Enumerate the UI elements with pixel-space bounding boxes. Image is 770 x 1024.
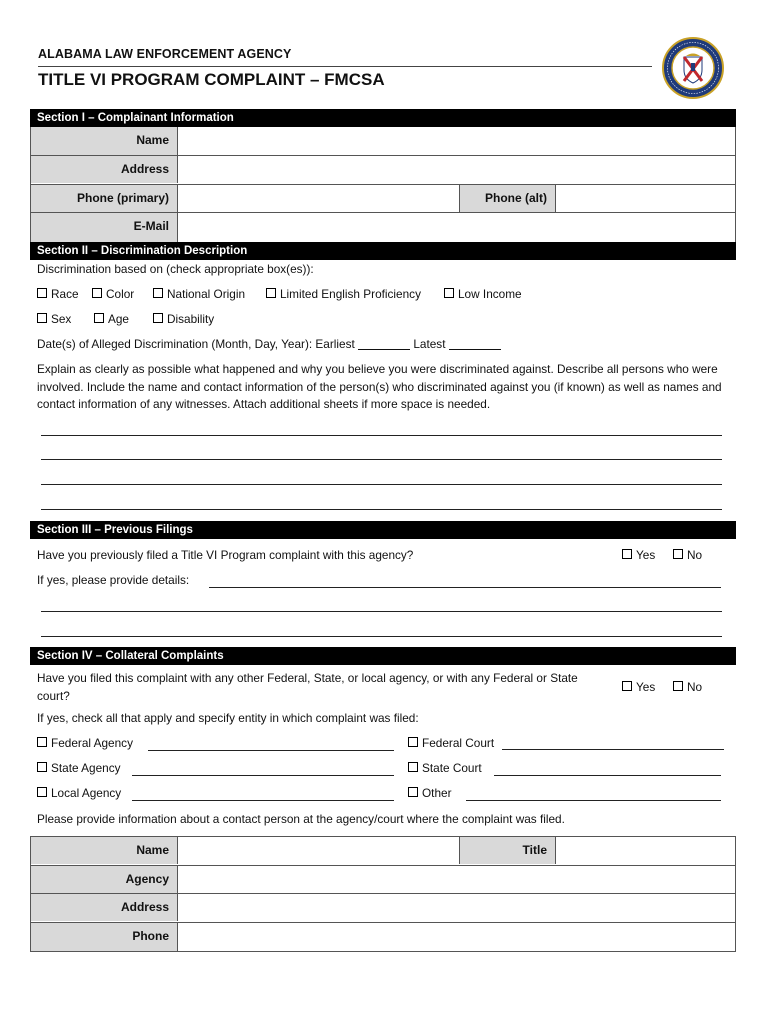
disability-label: Disability	[167, 312, 215, 326]
phone-alt-label: Phone (alt)	[459, 185, 556, 212]
contact-address-row	[31, 893, 735, 921]
national-origin-checkbox[interactable]	[153, 288, 163, 298]
contact-person-prompt: Please provide information about a contact person at the agency/court where the complaint was filed.	[37, 812, 565, 826]
dates-latest-label: Latest	[413, 337, 446, 351]
race-checkbox[interactable]	[37, 288, 47, 298]
previous-filing-no-option[interactable]	[673, 548, 702, 562]
previous-filing-question: Have you previously filed a Title VI Program complaint with this agency?	[37, 548, 414, 562]
contact-phone-field[interactable]	[178, 923, 735, 951]
complainant-info-table	[30, 127, 736, 242]
disability-option[interactable]	[153, 312, 214, 326]
phone-row	[31, 184, 735, 212]
previous-filing-details-label: If yes, please provide details:	[37, 573, 190, 587]
previous-filing-details-line-3[interactable]	[41, 636, 722, 637]
federal-court-option[interactable]	[408, 736, 494, 750]
contact-phone-label: Phone	[31, 923, 178, 951]
other-checkbox[interactable]	[408, 787, 418, 797]
age-option[interactable]	[94, 312, 129, 326]
state-court-checkbox[interactable]	[408, 762, 418, 772]
contact-agency-label: Agency	[31, 866, 178, 893]
national-origin-label: National Origin	[167, 287, 246, 301]
section-3-heading: Section III – Previous Filings	[30, 521, 736, 539]
collateral-no-label: No	[687, 680, 703, 694]
state-court-line[interactable]	[494, 775, 721, 776]
contact-address-label: Address	[31, 894, 178, 921]
national-origin-option[interactable]	[153, 287, 245, 301]
previous-filing-details-line-2[interactable]	[41, 611, 722, 612]
form-title: TITLE VI PROGRAM COMPLAINT – FMCSA	[38, 70, 385, 89]
other-line[interactable]	[466, 800, 721, 801]
race-label: Race	[51, 287, 79, 301]
age-label: Age	[108, 312, 129, 326]
contact-person-table	[30, 836, 736, 952]
local-agency-label: Local Agency	[51, 786, 122, 800]
phone-primary-label: Phone (primary)	[31, 185, 178, 212]
age-checkbox[interactable]	[94, 313, 104, 323]
sex-label: Sex	[51, 312, 72, 326]
email-label: E-Mail	[31, 213, 178, 242]
address-field[interactable]	[178, 156, 735, 183]
section-2-heading: Section II – Discrimination Description	[30, 242, 736, 260]
low-income-option[interactable]	[444, 287, 522, 301]
color-checkbox[interactable]	[92, 288, 102, 298]
previous-filing-yes-option[interactable]	[622, 548, 655, 562]
description-line-2[interactable]	[41, 459, 722, 460]
section-1-heading: Section I – Complainant Information	[30, 109, 736, 127]
state-court-label: State Court	[422, 761, 482, 775]
previous-filing-no-label: No	[687, 548, 703, 562]
color-label: Color	[106, 287, 135, 301]
federal-agency-option[interactable]	[37, 736, 133, 750]
address-row	[31, 155, 735, 183]
latest-date-field[interactable]	[449, 349, 501, 350]
collateral-yes-label: Yes	[636, 680, 656, 694]
previous-filing-no-checkbox[interactable]	[673, 549, 683, 559]
federal-court-checkbox[interactable]	[408, 737, 418, 747]
description-line-4[interactable]	[41, 509, 722, 510]
lep-label: Limited English Proficiency	[280, 287, 421, 301]
state-agency-line[interactable]	[132, 775, 394, 776]
phone-alt-field[interactable]	[556, 185, 735, 212]
sex-option[interactable]	[37, 312, 71, 326]
contact-phone-row	[31, 922, 735, 951]
description-line-1[interactable]	[41, 435, 722, 436]
phone-primary-field[interactable]	[178, 185, 459, 212]
dates-line	[37, 337, 501, 351]
description-line-3[interactable]	[41, 484, 722, 485]
federal-court-line[interactable]	[502, 749, 724, 750]
sex-checkbox[interactable]	[37, 313, 47, 323]
collateral-no-checkbox[interactable]	[673, 681, 683, 691]
name-label: Name	[31, 127, 178, 155]
previous-filing-yes-checkbox[interactable]	[622, 549, 632, 559]
state-agency-option[interactable]	[37, 761, 121, 775]
lep-checkbox[interactable]	[266, 288, 276, 298]
state-court-option[interactable]	[408, 761, 482, 775]
email-field[interactable]	[178, 213, 735, 242]
explain-instructions: Explain as clearly as possible what happened and why you believe you were discriminated against. Describe all persons who were involved. Include the name and contact information of the person(s) who discriminated against you (if known) as well as names and contact information of any witnesses. Attach additional sheets if more space is needed.	[37, 362, 722, 411]
agency-seal-icon	[662, 37, 724, 99]
dates-earliest-label: Date(s) of Alleged Discrimination (Month, Day, Year): Earliest	[37, 337, 355, 351]
state-agency-checkbox[interactable]	[37, 762, 47, 772]
contact-name-field[interactable]	[178, 837, 459, 864]
contact-title-field[interactable]	[556, 837, 735, 864]
other-option[interactable]	[408, 786, 452, 800]
discrimination-basis-prompt: Discrimination based on (check appropriate box(es)):	[37, 262, 314, 276]
contact-name-label: Name	[31, 837, 178, 864]
name-field[interactable]	[178, 127, 735, 155]
race-option[interactable]	[37, 287, 79, 301]
low-income-checkbox[interactable]	[444, 288, 454, 298]
check-all-prompt: If yes, check all that apply and specify entity in which complaint was filed:	[37, 711, 419, 725]
contact-name-row	[31, 836, 735, 864]
collateral-question: Have you filed this complaint with any other Federal, State, or local agency, or with any Federal or State court?	[37, 671, 578, 703]
contact-address-field[interactable]	[178, 894, 735, 921]
local-agency-option[interactable]	[37, 786, 121, 800]
contact-agency-field[interactable]	[178, 866, 735, 893]
header-rule	[38, 66, 652, 67]
federal-agency-label: Federal Agency	[51, 736, 133, 750]
earliest-date-field[interactable]	[358, 349, 410, 350]
low-income-label: Low Income	[458, 287, 522, 301]
contact-title-label: Title	[459, 837, 556, 864]
lep-option[interactable]	[266, 287, 421, 301]
state-agency-label: State Agency	[51, 761, 121, 775]
previous-filing-yes-label: Yes	[636, 548, 656, 562]
previous-filing-details-line-1[interactable]	[209, 587, 721, 588]
other-label: Other	[422, 786, 452, 800]
color-option[interactable]	[92, 287, 134, 301]
agency-name: ALABAMA LAW ENFORCEMENT AGENCY	[38, 47, 292, 61]
collateral-yes-option[interactable]	[622, 680, 655, 694]
collateral-no-option[interactable]	[673, 680, 702, 694]
local-agency-line[interactable]	[132, 800, 394, 801]
disability-checkbox[interactable]	[153, 313, 163, 323]
collateral-yes-checkbox[interactable]	[622, 681, 632, 691]
federal-court-label: Federal Court	[422, 736, 495, 750]
federal-agency-line[interactable]	[148, 750, 394, 751]
name-row	[31, 127, 735, 155]
contact-agency-row	[31, 865, 735, 893]
federal-agency-checkbox[interactable]	[37, 737, 47, 747]
address-label: Address	[31, 156, 178, 183]
local-agency-checkbox[interactable]	[37, 787, 47, 797]
section-4-heading: Section IV – Collateral Complaints	[30, 647, 736, 665]
email-row	[31, 212, 735, 242]
